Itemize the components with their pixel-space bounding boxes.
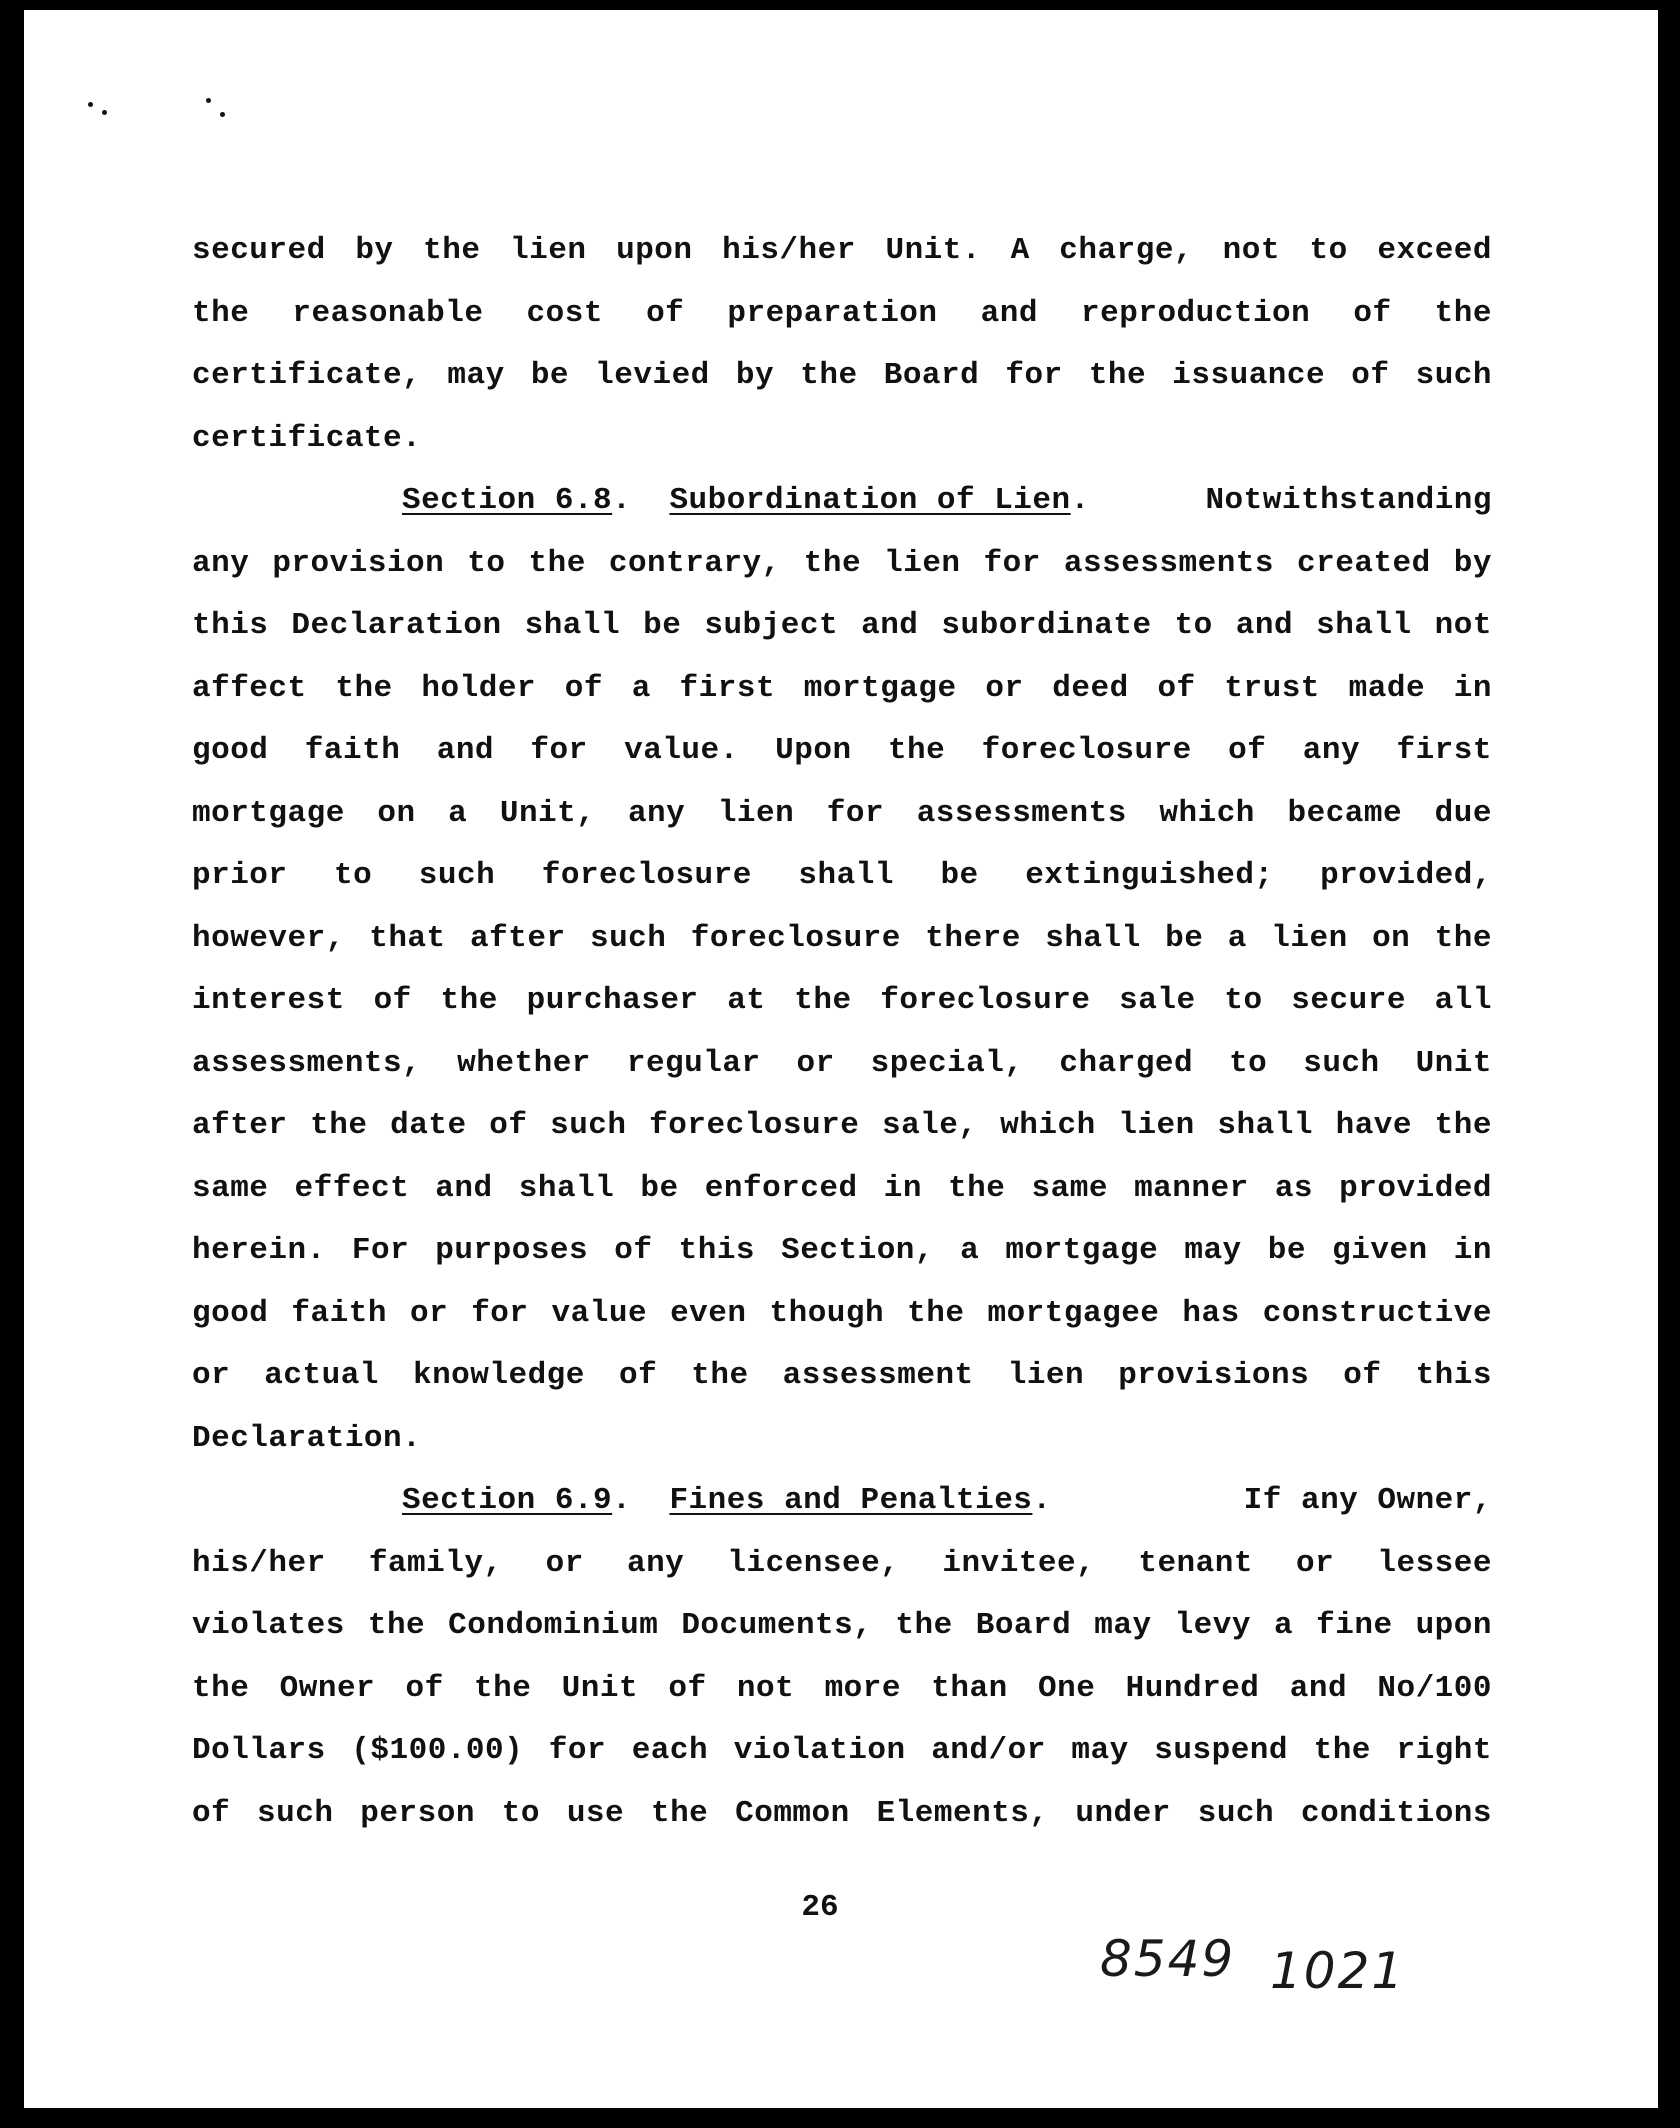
stamp-number-left: 8549 [1100, 1930, 1236, 1988]
text-line: same effect and shall be enforced in the same manner as provided [192, 1170, 1492, 1206]
text-line: affect the holder of a first mortgage or deed of trust made in [192, 670, 1492, 706]
text-line: mortgage on a Unit, any lien for assessments which became due [192, 795, 1492, 831]
section-6-8-number: Section 6.8 [402, 483, 613, 518]
text-line: certificate. [192, 420, 422, 456]
stamp-number-right: 1021 [1270, 1942, 1406, 2000]
text-line: Declaration. [192, 1420, 422, 1456]
text-line: this Declaration shall be subject and subordinate to and shall not [192, 608, 1492, 643]
section-6-8-title: Subordination of Lien [669, 483, 1071, 518]
section-6-8-heading-line: Section 6.8. Subordination of Lien. Notwithstanding [192, 470, 1492, 533]
scan-speck [88, 102, 93, 107]
text-line: of such person to use the Common Elements, under such conditions [192, 1795, 1492, 1831]
text-line: the reasonable cost of preparation and reproduction of the [192, 295, 1492, 331]
text-line: good faith and for value. Upon the foreclosure of any first [192, 733, 1492, 768]
page-number: 26 [801, 1890, 839, 1925]
text-line: any provision to the contrary, the lien for assessments created by [192, 545, 1492, 581]
text-line: his/her family, or any licensee, invitee, tenant or lessee [192, 1545, 1492, 1581]
text-line: or actual knowledge of the assessment lien provisions of this [192, 1358, 1492, 1393]
scan-speck [220, 112, 225, 117]
section-6-9-first-line-rest: If any Owner, [1243, 1483, 1492, 1518]
text-line: herein. For purposes of this Section, a mortgage may be given in [192, 1233, 1492, 1268]
document-body [192, 220, 1492, 1845]
text-line: certificate, may be levied by the Board for the issuance of such [192, 358, 1492, 393]
text-line: secured by the lien upon his/her Unit. A charge, not to exceed [192, 233, 1492, 268]
text-line: Dollars ($100.00) for each violation and/or may suspend the right [192, 1733, 1492, 1768]
text-line: assessments, whether regular or special, charged to such Unit [192, 1045, 1492, 1081]
section-6-9-heading-line: Section 6.9. Fines and Penalties. If any Owner, [192, 1470, 1492, 1533]
text-line: interest of the purchaser at the foreclosure sale to secure all [192, 983, 1492, 1018]
text-line: good faith or for value even though the mortgagee has constructive [192, 1295, 1492, 1331]
scan-speck [206, 98, 211, 103]
scan-speck [102, 110, 107, 115]
section-6-8-first-line-rest: Notwithstanding [1205, 483, 1492, 518]
text-line: after the date of such foreclosure sale, which lien shall have the [192, 1108, 1492, 1143]
text-line: violates the Condominium Documents, the Board may levy a fine upon [192, 1608, 1492, 1643]
section-6-9-title: Fines and Penalties [669, 1483, 1033, 1518]
text-line: the Owner of the Unit of not more than One Hundred and No/100 [192, 1670, 1492, 1706]
scan-specks [84, 90, 244, 130]
text-line: prior to such foreclosure shall be extinguished; provided, [192, 858, 1492, 893]
section-6-9-number: Section 6.9 [402, 1483, 613, 1518]
text-line: however, that after such foreclosure there shall be a lien on the [192, 920, 1492, 956]
